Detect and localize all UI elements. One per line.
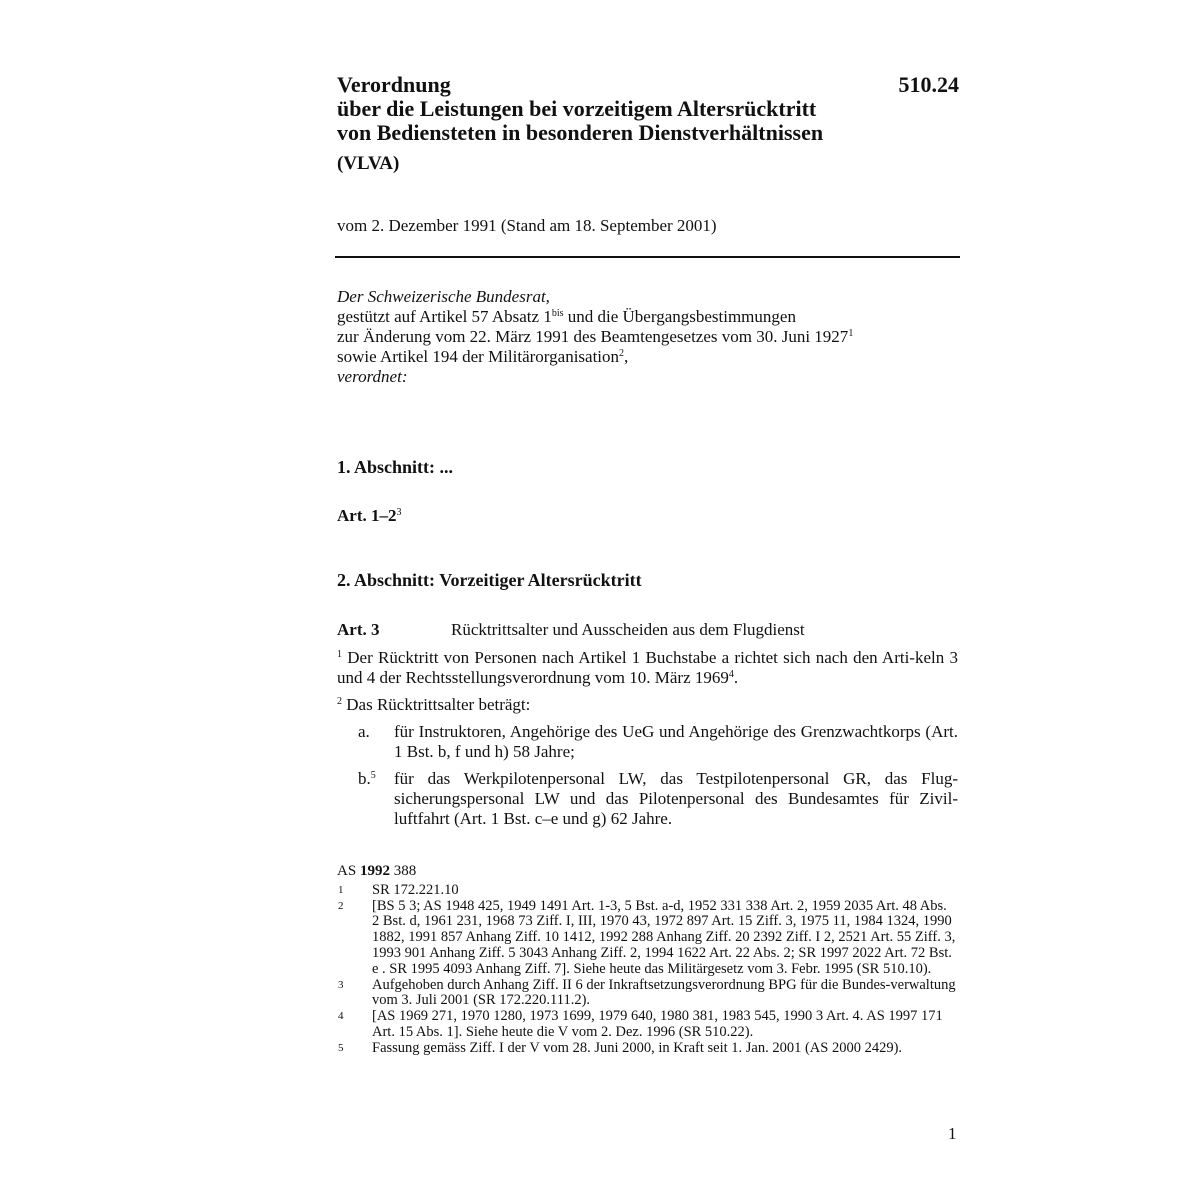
title-line-2: über die Leistungen bei vorzeitigem Altersrücktritt <box>337 96 817 121</box>
list-item-b: b.$^5$ für das Werkpilotenpersonal LW, das Testpilotenpersonal GR, das Flug-sicherungspersonal LW und das Pilotenpersonal des Bundesamtes für Zivil-luftfahrt (Art. 1 Bst. c–e und g) 62 Jahre. <box>358 769 958 828</box>
footnote-1: 1 SR 172.221.10 <box>338 881 459 898</box>
footnote-3: 3 Aufgehoben durch Anhang Ziff. II 6 der Inkraftsetzungsverordnung BPG für die Bundes-verwaltung vom 3. Juli 2001 (SR 172.220.111.2). <box>338 976 956 1009</box>
footnote-5: 5 Fassung gemäss Ziff. I der V vom 28. Juni 2000, in Kraft seit 1. Jan. 2001 (AS 2000 2429). <box>338 1039 903 1056</box>
header-divider <box>335 256 960 258</box>
article-1-2: Art. $1-2^3$ <box>337 506 402 525</box>
preamble <box>337 287 957 387</box>
section-2-heading: 2. Abschnitt: Vorzeitiger Altersrücktritt <box>337 570 642 590</box>
list-item-a: a. für Instruktoren, Angehörige des UeG und Angehörige des Grenzwachtkorps (Art. 1 Bst. b, f und h) 58 Jahre; <box>358 722 958 761</box>
authority: Der Schweizerische Bundesrat, <box>337 287 550 306</box>
date-line: vom 2. Dezember 1991 (Stand am 18. September 2001) <box>337 216 717 235</box>
article-3-title: Rücktrittsalter und Ausscheiden aus dem Flugdienst <box>451 620 805 639</box>
title-line-3: von Bediensteten in besonderen Dienstverhältnissen <box>337 120 824 145</box>
document-title <box>337 73 959 145</box>
footnotes <box>337 864 957 1057</box>
page-number: 1 <box>948 1124 957 1143</box>
legal-basis-line-3: sowie Artikel 194 der Militärorganisation$^2$, <box>337 347 629 366</box>
section-1-heading: 1. Abschnitt: ... <box>337 457 454 477</box>
article-3-label: Art. 3 <box>337 620 380 639</box>
article-3-body <box>337 648 958 829</box>
sr-number: 510.24 <box>898 72 959 97</box>
abbreviation: (VLVA) <box>337 153 400 174</box>
footnote-ref[interactable]: 5 <box>370 770 376 781</box>
verordnet: verordnet: <box>337 367 408 386</box>
footnote-ref[interactable]: 2 <box>619 348 625 359</box>
as-reference: AS 1992 388 <box>337 863 417 879</box>
footnote-ref[interactable]: 4 <box>728 669 734 680</box>
legal-basis-line-1: gestützt auf Artikel 57 Absatz $1^{bis}$ und die Übergangsbestimmungen <box>337 307 796 326</box>
legal-basis-line-2: zur Änderung vom 22. März 1991 des Beamtengesetzes vom 30. Juni 1927$^1$ <box>337 327 854 346</box>
title-line-1: Verordnung <box>337 72 451 97</box>
paragraph-2: $^2$ Das Rücktrittsalter beträgt: <box>337 695 531 714</box>
footnote-ref[interactable]: 3 <box>396 507 402 518</box>
article-3-heading <box>337 620 805 640</box>
footnote-ref[interactable]: 1 <box>848 328 854 339</box>
paragraph-1: $^1$ Der Rücktritt von Personen nach Artikel 1 Buchstabe a richtet sich nach den Arti-keln 3 und 4 der Rechtsstellungsverordnung vom 10. März 1969$^4$. <box>337 648 958 687</box>
footnote-4: 4 [AS 1969 271, 1970 1280, 1973 1699, 1979 640, 1980 381, 1983 545, 1990 3 Art. 4. AS 1997 171 Art. 15 Abs. 1]. Siehe heute die V vom 2. Dez. 1996 (SR 510.22). <box>338 1008 943 1040</box>
footnote-2: 2 [BS 5 3; AS 1948 425, 1949 1491 Art. 1-3, 5 Bst. a-d, 1952 331 338 Art. 2, 1959 2035 Art. 48 Abs. 2 Bst. d, 1961 231, 1968 73 Ziff. I, III, 1970 43, 1972 897 Art. 15 Ziff. 3, 1975 11, 1984 1324, 1990 1882, 1991 857 Anhang Ziff. 10 1412, 1992 288 Anhang Ziff. 20 2392 Ziff. I 2, 2521 Art. 55 Ziff. 3, 1993 901 Anhang Ziff. 5 3043 Anhang Ziff. 2, 1994 1622 Art. 22 Abs. 2; SR 1997 2022 Art. 72 Bst. e . SR 1995 4093 Anhang Ziff. 7]. Siehe heute das Militärgesetz vom 3. Febr. 1995 (SR 510.10). <box>338 897 956 977</box>
